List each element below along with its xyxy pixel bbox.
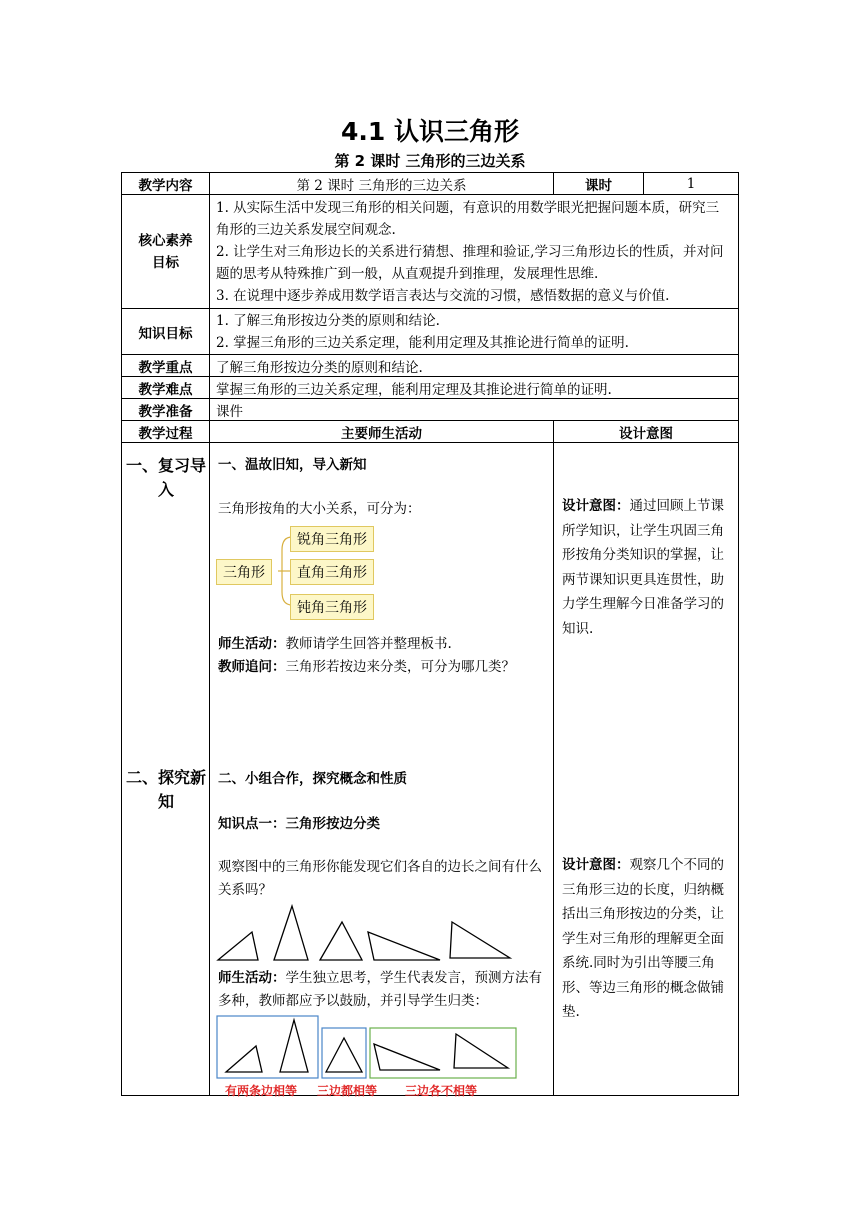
root-box: 三角形 <box>216 559 272 585</box>
core-item: 2. 让学生对三角形边长的关系进行猜想、推理和验证,学习三角形边长的性质，并对问题的思考从特殊推广到一般，从直观提升到推理，发展理性思维. <box>216 243 724 282</box>
grouped-triangles-figure <box>214 1014 524 1082</box>
process-col2: 主要师生活动 <box>210 421 554 443</box>
group1-triangle-a <box>226 1046 262 1072</box>
content-value: 第 2 课时 三角形的三边关系 <box>210 173 554 195</box>
row-content <box>122 173 739 195</box>
stage1-label <box>122 454 210 502</box>
stage2-point: 知识点一：三角形按边分类 <box>218 816 380 832</box>
prep-label: 教学准备 <box>122 399 210 421</box>
stage2-label-text: 二、探究新知 <box>126 768 207 811</box>
triangles-figure <box>212 902 542 964</box>
branch-box-obtuse: 钝角三角形 <box>290 594 374 620</box>
row-core <box>122 195 739 309</box>
focus-value: 了解三角形按边分类的原则和结论. <box>210 355 739 377</box>
group3-triangle-a <box>374 1044 440 1070</box>
intent2-text: 观察几个不同的三角形三边的长度，归纳概括出三角形按边的分类，让学生对三角形的理解更全面系统.同时为引出等腰三角形、等边三角形的概念做铺垫. <box>562 857 724 1020</box>
group3-triangle-b <box>454 1034 508 1068</box>
difficulty-label: 教学难点 <box>122 377 210 399</box>
triangle-4 <box>368 932 440 960</box>
intent-label: 设计意图： <box>562 498 630 514</box>
group2-frame <box>322 1028 366 1078</box>
triangle-1 <box>218 932 258 960</box>
stage1-heading: 一、温故旧知，导入新知 <box>218 457 367 473</box>
stage1-activity <box>218 632 452 652</box>
core-item: 1. 从实际生活中发现三角形的相关问题，有意识的用数学眼光把握问题本质，研究三角形的三边关系发展空间观念. <box>216 199 720 238</box>
page-title: 4.1 认识三角形 <box>341 117 519 146</box>
activity-label: 师生活动： <box>218 636 286 652</box>
group1-label: 有两条边相等 <box>225 1084 298 1098</box>
stage1-label-text: 一、复习导入 <box>126 456 207 499</box>
question-text: 三角形若按边来分类，可分为哪几类？ <box>285 659 515 675</box>
process-header <box>122 421 739 443</box>
row-focus <box>122 355 739 377</box>
page-subtitle: 第 2 课时 三角形的三边关系 <box>334 152 526 170</box>
stage1-intro: 三角形按角的大小关系，可分为： <box>218 501 421 517</box>
branch-box-acute: 锐角三角形 <box>290 526 374 552</box>
core-items <box>210 195 739 309</box>
triangle-5 <box>450 922 510 958</box>
process-col3: 设计意图 <box>554 421 739 443</box>
stage1-intent <box>562 494 732 641</box>
group2-label: 三边都相等 <box>317 1084 378 1098</box>
stage2-label <box>122 766 210 814</box>
group3-label: 三边各不相等 <box>405 1084 478 1098</box>
knowledge-item: 2. 掌握三角形的三边关系定理，能利用定理及其推论进行简单的证明. <box>216 334 629 351</box>
core-item: 3. 在说理中逐步养成用数学语言表达与交流的习惯，感悟数据的意义与价值. <box>216 287 670 304</box>
knowledge-item: 1. 了解三角形按边分类的原则和结论. <box>216 312 440 329</box>
prep-value: 课件 <box>210 399 739 421</box>
activity2-label: 师生活动： <box>218 970 286 986</box>
row-difficulty <box>122 377 739 399</box>
period-label: 课时 <box>554 173 644 195</box>
group2-triangle <box>326 1038 362 1072</box>
period-value: 1 <box>644 173 739 195</box>
intent2-label: 设计意图： <box>562 857 630 873</box>
activity-text: 教师请学生回答并整理板书. <box>285 636 452 652</box>
group1-frame <box>217 1016 318 1078</box>
branch-box-right: 直角三角形 <box>290 559 374 585</box>
triangle-3 <box>320 922 362 960</box>
activity2-text: 学生独立思考，学生代表发言，预测方法有多种，教师都应予以鼓励，并引导学生归类： <box>218 970 542 1009</box>
core-label-text: 核心素养目标 <box>138 232 193 271</box>
process-col1: 教学过程 <box>122 421 210 443</box>
group1-triangle-b <box>280 1020 308 1072</box>
core-label <box>122 195 210 309</box>
row-knowledge <box>122 309 739 355</box>
row-prep <box>122 399 739 421</box>
focus-label: 教学重点 <box>122 355 210 377</box>
knowledge-items <box>210 309 739 355</box>
stage1-question <box>218 655 515 675</box>
triangle-2 <box>274 906 308 960</box>
stage2-heading: 二、小组合作，探究概念和性质 <box>218 771 407 787</box>
content-label: 教学内容 <box>122 173 210 195</box>
knowledge-label: 知识目标 <box>122 309 210 355</box>
stage2-question: 观察图中的三角形你能发现它们各自的边长之间有什么关系吗？ <box>218 859 542 898</box>
stage2-activity <box>218 967 548 1013</box>
question-label: 教师追问： <box>218 659 286 675</box>
stage2-intent <box>562 853 732 1025</box>
intent-text: 通过回顾上节课所学知识，让学生巩固三角形按角分类知识的掌握，让两节课知识更具连贯性，助力学生理解今日准备学习的知识. <box>562 498 724 637</box>
difficulty-value: 掌握三角形的三边关系定理，能利用定理及其推论进行简单的证明. <box>210 377 739 399</box>
